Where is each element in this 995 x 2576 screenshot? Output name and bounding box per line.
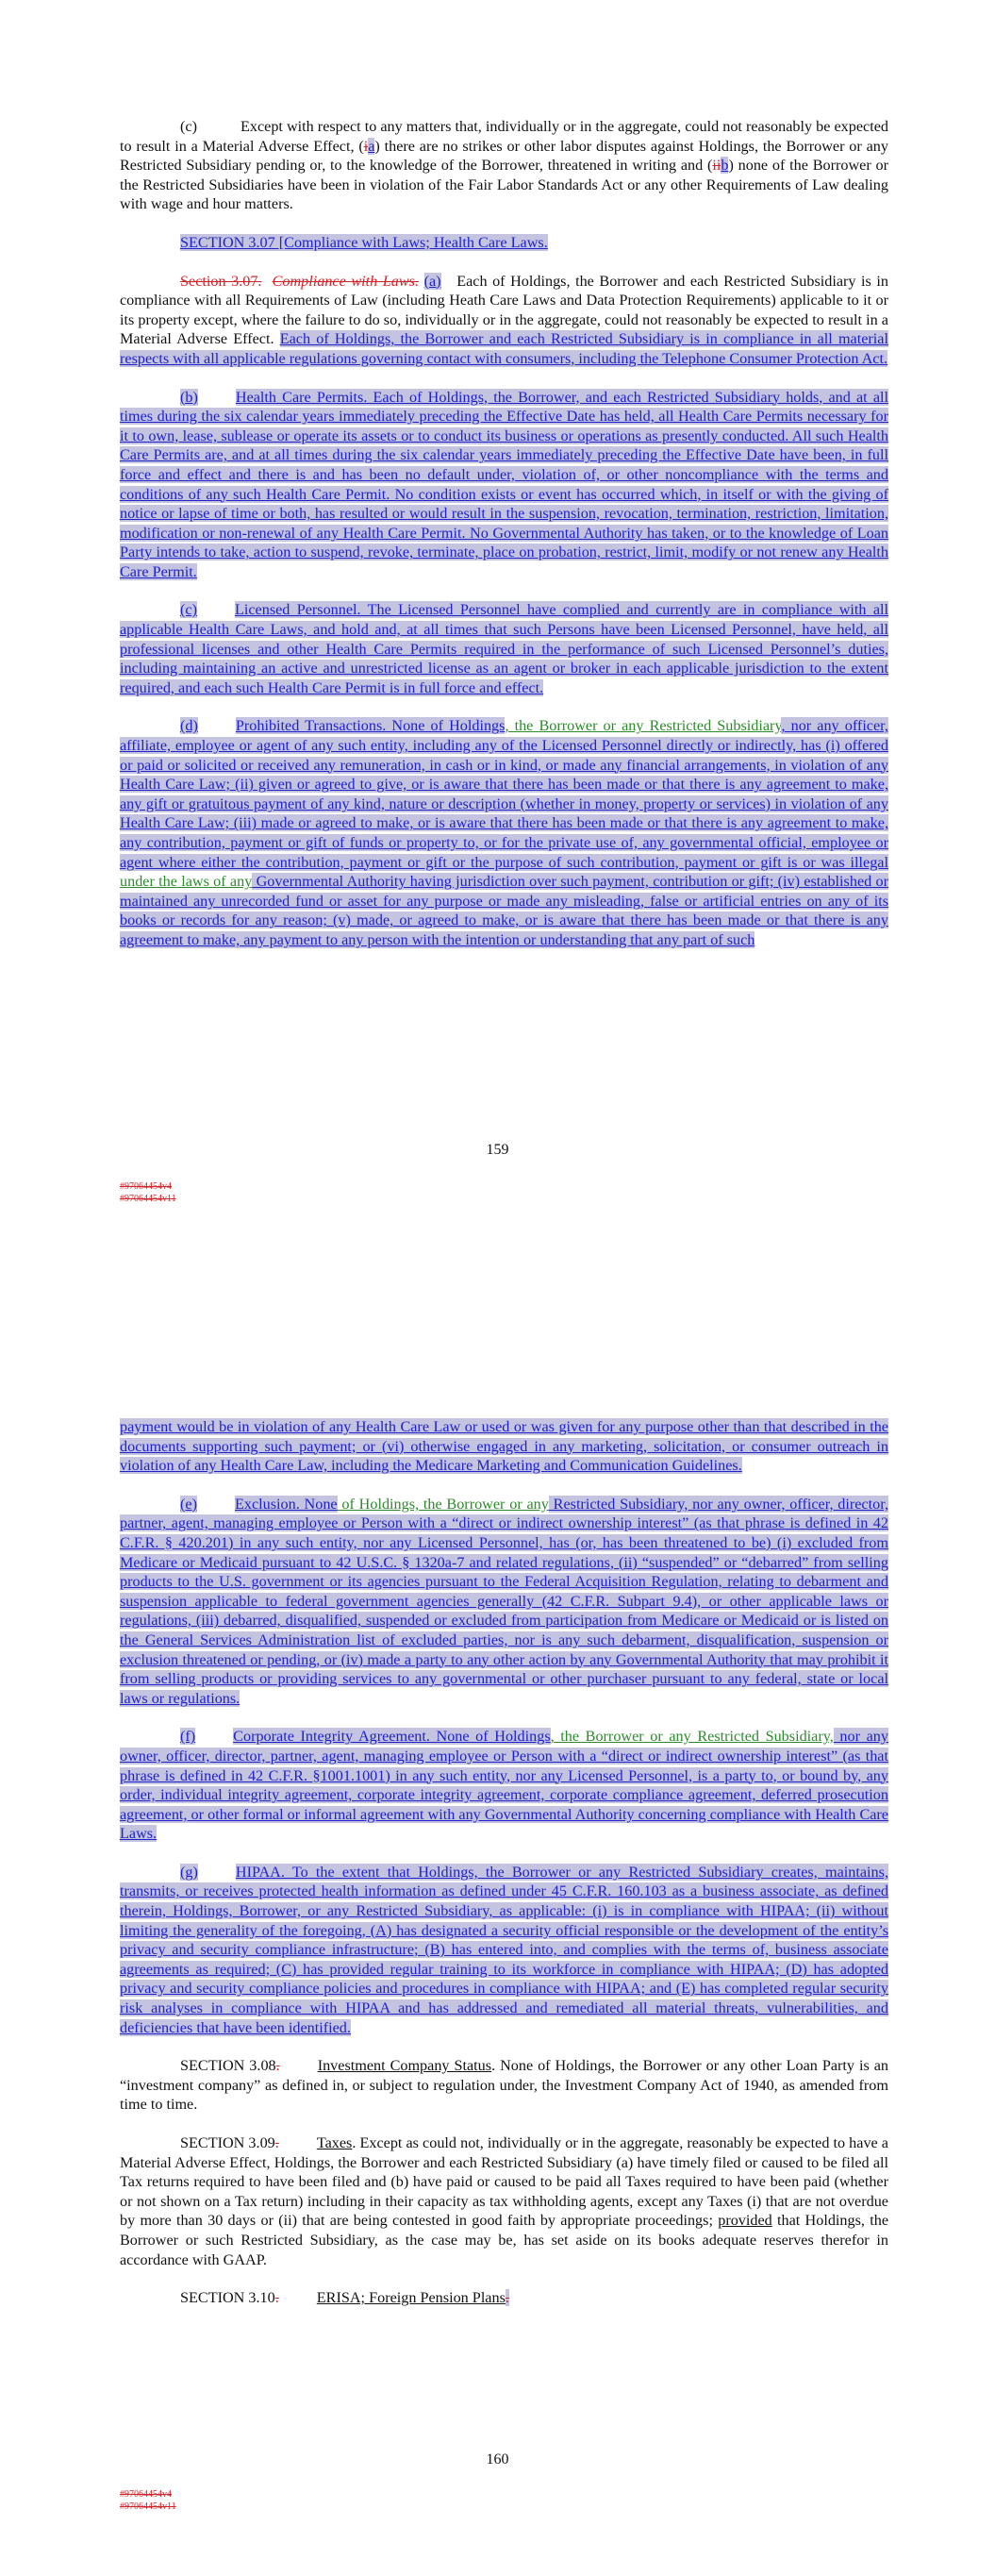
clause-label: (d) [180, 717, 198, 735]
deleted-text: i [363, 137, 369, 155]
section-309 [120, 2133, 888, 2269]
paragraph-labor-disputes [120, 117, 888, 214]
inserted-text: b [721, 157, 729, 175]
paragraph-307f [120, 1727, 888, 1844]
inserted-label: (a) [423, 272, 441, 290]
clause-label: (c) [180, 118, 197, 135]
text-run: that Holdings, the Borrower or such Restricted Subsidiary, as the case may be, has set aside on its books adequate reserves therefor in accordance with GAAP. [120, 2212, 888, 2268]
moved-text: , the Borrower or any Restricted Subsidiary [505, 717, 782, 735]
deleted-text: ii [712, 157, 721, 175]
paragraph-307e [120, 1495, 888, 1709]
paragraph-307d-continued [120, 1417, 888, 1476]
section-310 [120, 2288, 888, 2308]
page-number: 159 [486, 1142, 509, 1158]
inserted-text: Health Care Permits. Each of Holdings, the Borrower, and each Restricted Subsidiary holds, and at all times during the six calendar years immediately preceding the Effective Date has held, all Health Care Permits necessary for it to own, lease, sublease or operate its assets or to conduct its business or operations as presently conducted. All such Health Care Permits are, and at all times during the six calendar years immediately preceding the Effective Date have been, in full force and effect and there is and has been no default under, violation of, or other noncompliance with the terms and conditions of any such Health Care Permit. No condition exists or event has occurred which, in itself or with the giving of notice or lapse of time or both, has resulted or would result in the suspension, revocation, termination, restriction, limitation, modification or non-renewal of any Health Care Permit. No Governmental Authority has taken, or to the knowledge of Loan Party intends to take, action to suspend, revoke, terminate, place on probation, restrict, limit, modify or not renew any Health Care Permit. [120, 388, 888, 580]
clause-label: (c) [180, 601, 197, 619]
doc-ref-new: #97064454v11 [120, 2501, 176, 2512]
section-307-heading-new [120, 233, 888, 253]
text-run: ) there are no strikes or other labor disputes against Holdings, the Borrower or any Restricted Subsidiary pending or, to the knowledge of the Borrower, threatened in writing and ( [120, 137, 888, 175]
deleted-text: . [274, 2134, 279, 2151]
paragraph-307d [120, 716, 888, 949]
section-number: SECTION 3.08 [180, 2057, 276, 2075]
inserted-text: Restricted Subsidiary, nor any owner, officer, director, partner, agent, managing employee or Person with a “direct or indirect ownership interest” (as that phrase is defined in 42 C.F.R. § 420.201) in any such entity, nor any Licensed Personnel, has (or, has been threatened to be) (i) excluded from Medicare or Medicaid pursuant to 42 U.S.C. § 1320a-7 and related regulations, (ii) “suspended” or “debarred” from selling products to the U.S. government or its agencies pursuant to the Federal Acquisition Regulation, relating to debarment and suspension applicable to federal government agencies generally (42 C.F.R. Subpart 9.4), or other applicable laws or regulations, (iii) debarred, disqualified, suspended or excluded from participation from Medicare or Medicaid or is listed on the General Services Administration list of excluded parties, nor is any such debarment, disqualification, suspension or exclusion threatened or pending, or (iv) made a party to any other action by any Governmental Authority that may prohibit it from selling products or providing services to any governmental or other purchaser pursuant to any federal, state or local laws or regulations. [120, 1495, 888, 1707]
page-159 [0, 0, 995, 1255]
clause-label: (f) [180, 1728, 196, 1746]
doc-ref-new: #97064454v11 [120, 1194, 176, 1204]
inserted-text: HIPAA. To the extent that Holdings, the Borrower or any Restricted Subsidiary creates, maintains, transmits, or receives protected health information as defined under 45 C.F.R. 160.103 as a business associate, as defined therein, Holdings, Borrower, or any Restricted Subsidiary, as applicable: (i) is in compliance with HIPAA; (ii) without limiting the generality of the foregoing, (A) has designated a security official responsible or the development of the entity’s privacy and security compliance infrastructure; (B) has entered into, and complies with the terms of, business associate agreements as required; (C) has provided regular training to its workforce in compliance with HIPAA; (D) has adopted privacy and security compliance policies and procedures in compliance with HIPAA; and (E) has completed regular security risk analyses in compliance with HIPAA and has addressed and remediated all material threats, vulnerabilities, and deficiencies that have been identified. [120, 1863, 888, 2036]
deleted-text: . [274, 2289, 279, 2307]
inserted-text: a [368, 137, 375, 155]
page-160-body [120, 1417, 888, 2308]
section-number: SECTION 3.09 [180, 2134, 275, 2151]
section-heading: SECTION 3.07 [Compliance with Laws; Health Care Laws. [180, 233, 548, 251]
inserted-text: Exclusion. None [234, 1495, 338, 1513]
clause-label: (b) [180, 388, 198, 406]
moved-text: under the laws of any [120, 873, 253, 891]
section-title: ERISA; Foreign Pension Plans [316, 2289, 506, 2307]
page-160 [0, 1255, 995, 2576]
deleted-title: Compliance with Laws. [272, 272, 420, 290]
inserted-text: Each of Holdings, the Borrower and each Restricted Subsidiary is in compliance in all material respects with all applicable regulations governing contact with consumers, including the Telephone Consumer Protection Act. [120, 330, 888, 367]
doc-ref-old: #97064454v4 [120, 2489, 172, 2500]
text-run: . None of Holdings, the Borrower or any other Loan Party is an “investment company” as defined in, or subject to regulation under, the Investment Company Act of 1940, as amended from time to time. [120, 2057, 888, 2114]
doc-ref-old: #97064454v4 [120, 1181, 172, 1192]
section-308 [120, 2056, 888, 2115]
moved-text: of Holdings, the Borrower or any [337, 1495, 549, 1513]
section-number: SECTION 3.10 [180, 2289, 275, 2307]
paragraph-307c [120, 600, 888, 697]
text-run: Except with respect to any matters that, individually or in the aggregate, could not reasonably be expected to result in a Material Adverse Effect, ( [120, 118, 888, 155]
paragraph-307g [120, 1863, 888, 2037]
section-title: Taxes [316, 2134, 353, 2151]
deleted-text: . [275, 2057, 280, 2075]
clause-label: (e) [180, 1495, 197, 1513]
text-run: ) none of the Borrower or the Restricted Subsidiaries have been in violation of the Fair Labor Standards Act or any other Requirements of Law dealing with wage and hour matters. [120, 157, 888, 213]
moved-text: , the Borrower or any Restricted Subsidiary, [550, 1728, 834, 1746]
inserted-text: , nor any officer, affiliate, employee or agent of any such entity, including any of the Licensed Personnel directly or indirectly, has (i) offered or paid or solicited or received any remuneration, in cash or in kind, or made any financial arrangements, in violation of any Health Care Law; (ii) given or agreed to give, or is aware that there has been made or that there is any agreement to make, any gift or gratuitous payment of any kind, nature or description (whether in money, property or services) in violation of any Health Care Law; (iii) made or agreed to make, or is aware that there has been made or that there is any agreement to make, any contribution, payment or gift of funds or property to, or for the private use of, any governmental official, employee or agent where either the contribution, payment or gift or the purpose of such contribution, payment or gift is or was illegal [120, 717, 888, 871]
section-title: Investment Company Status [317, 2057, 492, 2075]
paragraph-307b [120, 388, 888, 582]
clause-label: (g) [180, 1863, 198, 1881]
paragraph-307a [120, 272, 888, 369]
text-run: Each of Holdings, the Borrower and each Restricted Subsidiary is in compliance with all Requirements of Law (including Heath Care Laws and Data Protection Requirements) applicable to it or its property except, where the failure to do so, individually or in the aggregate, could not reasonably be expected to result in a Material Adverse Effect. [120, 272, 888, 348]
inserted-text: Licensed Personnel. The Licensed Personnel have complied and currently are in compliance with all applicable Health Care Laws, and hold and, at all times that such Persons have been Licensed Personnel, have held, all professional licenses and other Health Care Permits required in the performance of such Licensed Personnel’s duties, including maintaining an active and unrestricted license as an agent or broker in each applicable jurisdiction to the extent required, and each such Health Care Permit is in full force and effect. [120, 601, 888, 696]
inserted-text: Prohibited Transactions. None of Holdings [235, 717, 506, 735]
inserted-text: nor any owner, officer, director, partner, agent, managing employee or Person with a “direct or indirect ownership interest” (as that phrase is defined in 42 C.F.R. §1001.1001) in any such entity, nor any Licensed Personnel, is a party to, or bound by, any order, individual integrity agreement, corporate integrity agreement, corporate compliance agreement, deferred prosecution agreement, or other formal or informal agreement with any Governmental Authority concerning compliance with Health Care Laws. [120, 1728, 888, 1843]
inserted-text: Corporate Integrity Agreement. None of Holdings [233, 1728, 551, 1746]
inserted-text: Governmental Authority having jurisdiction over such payment, contribution or gift; (iv) established or maintained any unrecorded fund or asset for any purpose or made any misleading, false or artificial entries on any of its books or records for any reason; (v) made, or agreed to make, or is aware that there has been made or that there is any agreement to make, any payment to any person with the intention or understanding that any part of such [120, 873, 888, 948]
page-159-body [120, 117, 888, 950]
provided-term: provided [718, 2212, 772, 2230]
deleted-text: . [505, 2289, 509, 2307]
deleted-heading: Section 3.07. [180, 272, 262, 290]
text-run: . Except as could not, individually or in the aggregate, reasonably be expected to have a Material Adverse Effect, Holdings, the Borrower and each Restricted Subsidiary (a) have timely filed or caused to be filed all Tax returns required to have been filed and (b) have paid or caused to be paid all Taxes required to have been paid (whether or not shown on a Tax return) including in their capacity as tax withholding agents, except any Taxes (i) that are not overdue by more than 30 days or (ii) that are being contested in good faith by appropriate proceedings; [120, 2134, 888, 2230]
inserted-text: payment would be in violation of any Health Care Law or used or was given for any purpose other than that described in the documents supporting such payment; or (vi) otherwise engaged in any marketing, solicitation, or consumer outreach in violation of any Health Care Law, including the Medicare Marketing and Communication Guidelines. [120, 1418, 888, 1475]
page-number: 160 [486, 2451, 509, 2467]
